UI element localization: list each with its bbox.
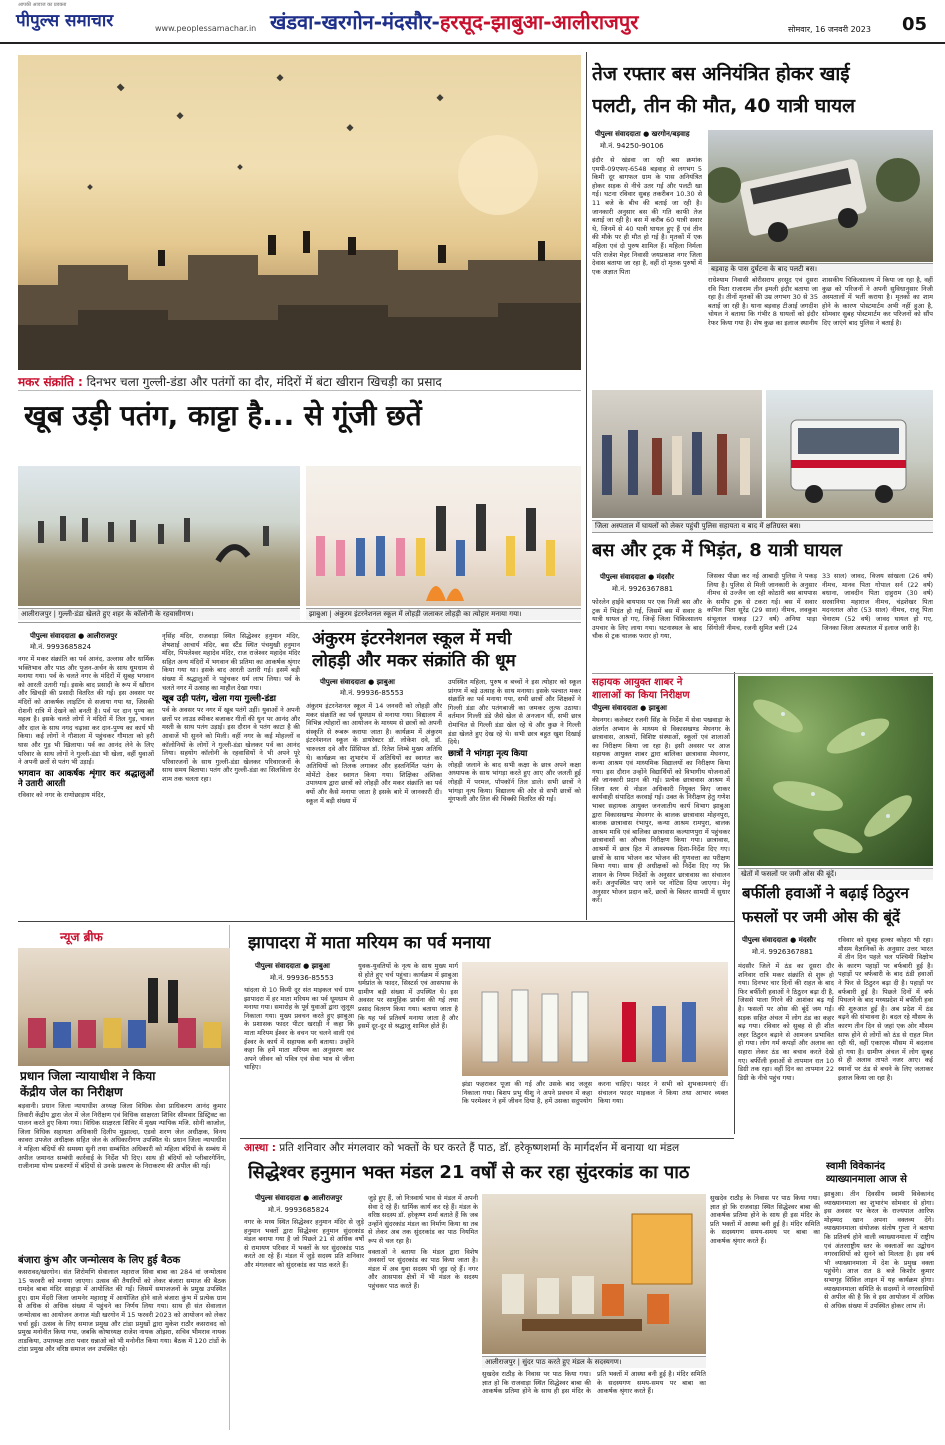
bus-col2-text: राधेश्याम निवासी बोरीसराय हरसूद एवं दूसरा रवि पिता राजाराम तीन इमली इंदौर बताया जा रहा है। तीनों मृतकों की उम्र लगभग 30 से 35 बताई जा रही है। थाना बड़वाह टीआई जगदीश चोयल ने बताया कि गंभीर 8 घायलों को इंदौर रेफर किया गया है। शेष कुछ का इलाज स्थानीय <box>708 276 818 327</box>
cold-col2-text: रविवार को सुबह हल्का कोहरा भी रहा। मौसम वैज्ञानिकों के अनुसार उत्तर भारत में तीन दिन पहले चल पश्चिमी विक्षोभ के कारण पहाड़ों पर बर्फबारी हुई है। पहाड़ों पर बर्फबारी के बाद ठंडी हवाओं ने फिर से ठिठुरन बढ़ा दी है। पहाड़ों पर बर्फबारी हुई है। पिछले दिनों में बर्फ पिघलने के बाद मध्यप्रदेश में बर्फीली हवा की शुरुआत हुई है। अब प्रदेश में ठंड बढ़ने की संभावना है। बदल रहे मौसम के कारण तीन दिन से जहां एक ओर मौसम साफ होने से लोगों को ठंड से राहत मिल रही थी, वहीं एकाएक मौसम में बदलाव हो गया है। ग्रामीण अंचल में लोग सुबह से ही अलाव तापते नजर आए। कई स्थानों पर ठंड से बचने के लिए जलाकर इलाज किया जा रहा है। <box>838 936 933 1082</box>
truck-col2-text: जिसका पीछा कर नई आबादी पुलिस ने पकड़ लिया है। पुलिस से मिली जानकारी के अनुसार नीमच से उज्जैन जा रही कोठारी बस बायपास के समीप ट्रक से टकरा गई। बस में सवार कपिल पिता सुरेंद्र (29 साल) नीमच, लवकुश संभूलाल धाकड़ (27 वर्ष) अनिया पाड़ा सिंगोली नीमच, रजनी सुमित बत्ती (24 <box>707 572 817 632</box>
frost-crops-caption: खेतों में फसलों पर जमी ओस की बूंदें। <box>738 868 933 880</box>
divider-horizontal-lower <box>240 1138 734 1139</box>
masthead <box>0 0 945 44</box>
lecture-headline-1: स्वामी विवेकानंद <box>826 1161 885 1172</box>
children-group <box>306 466 581 606</box>
hanuman-byline: पीपुल्स संवाददाता ● आलीराजपुर <box>255 1194 343 1202</box>
kite-col2-text: नृसिंह मंदिर, राजवाड़ा स्थित सिद्धेश्वर हनुमान मंदिर, शेषशाई आचार्य मंदिर, बस स्टैंड स्थित पंचमुखी हनुमान मंदिर, पिपलेश्वर महादेव मंदिर, राज राजेश्वर महादेव मंदिर सहित अन्य मंदिरों में भगवान की प्रतिमा का आकर्षक श्रृंगार किया गया था। इसके बाद आरती उतारी गई। इसमें बड़ी संख्या में श्रद्धालुओं ने पहुंचकर धर्म लाभ लिया। पर्व के चलते नगर में उत्साह का माहौल देखा गया। <box>162 632 300 692</box>
hanuman-mobile: मो.नं. 9993685824 <box>268 1206 330 1214</box>
truck-column-1 <box>592 598 702 670</box>
bus-column-3 <box>822 276 933 384</box>
hanuman-kicker <box>244 1140 934 1156</box>
rooftop-silhouette <box>18 55 581 370</box>
overturned-bus-caption: बड़वाह के पास दुर्घटना के बाद पलटी बस। <box>708 263 933 275</box>
damaged-bus-photo <box>766 390 933 518</box>
brief-subheadline: बंजारा कुंभ और जन्मोत्सव के लिए हुई बैठक <box>18 1255 181 1266</box>
cold-headline-1: बर्फीली हवाओं ने बढ़ाई ठिठुरन <box>742 884 909 902</box>
brief-headline-2: केंद्रीय जेल का निरीक्षण <box>20 1085 123 1099</box>
lecture-headline-2: व्याख्यानमाला आज से <box>826 1174 907 1185</box>
mary-mobile: मो.नं. 99936-85553 <box>270 974 334 982</box>
lecture-column <box>824 1190 934 1428</box>
ankuram-headline-1: अंकुरम इंटरनेशनल स्कूल में मची <box>312 629 512 649</box>
church-procession-photo <box>462 962 728 1076</box>
brand-tagline: आपकी आवाज का प्रवक्ता <box>18 2 67 8</box>
seated-women <box>18 948 230 1066</box>
mary-column-3 <box>462 1080 728 1136</box>
mary-byline: पीपुल्स संवाददाता ● झाबुआ <box>255 962 330 970</box>
regions-banner <box>270 8 638 35</box>
ankuram-col2-subhead: छात्रों ने भांगड़ा नृत्य किया <box>448 748 528 759</box>
divider-horizontal-mid <box>18 921 734 922</box>
ankuram-col2-tail: लोहड़ी जलाने के बाद सभी कक्षा के छात्र अपने कक्षा अध्यापक के साथ भांगड़ा करते हुए आए और जलती हुई लोहड़ी में परमल, पॉपकॉर्न तिल डाले। सभी छात्रों ने भांगड़ा नृत्य किया। विद्यालय की ओर से सभी छात्रों को मूंगफली और तिल की चिक्की वितरित की गई। <box>448 760 581 804</box>
kite-byline: पीपुल्स संवाददाता ● आलीराजपुर <box>30 632 118 640</box>
kite-column-1 <box>18 655 154 917</box>
kite-headline: खूब उड़ी पतंग, काट्टा है... से गूंजी छतें <box>24 399 422 432</box>
cold-col1-text: मंदसौर जिले में ठंड का दूसरा दौर शनिवार रात्रि मकर संक्रांति से शुरू हो गया। दिनभर चार दिनों की राहत के बाद फिर बर्फीली हवाओं ने ठिठुरन बढ़ा दी है, जिससे पाला गिरने की आशंका बढ़ गई है। फसलों पर ओस की बूंदें जम गईं। सड़क सहित अंचल में लोग ठंड का कहर बढ़ गया। रविवार को सुबह से ही शीत लहर ठिठुरन बढ़ाने से आमजन प्रभावित हो गया। लोग गर्म कपड़ों और अलाव का सहारा लेकर ठंड का बचाव करते देखे गए। बर्फीली हवाओं से तापमान रात 10 डिग्री तक रहा। वहीं दिन का तापमान 22 डिग्री के नीचे पहुंच गया। <box>738 962 834 1082</box>
ankuram-mobile: मो.नं. 99936-85553 <box>340 689 404 697</box>
divider-truck <box>592 532 933 533</box>
divider-kite-photos <box>18 622 581 623</box>
hanuman-col3-text: वक्ताओं ने बताया कि मंडल द्वारा विशेष अवसरों पर सुंदरकांड का पाठ किया जाता है। मंडल में अब युवा सदस्य भी जुड़ रहे हैं। नगर और आसपास क्षेत्रों में भी मंडल के सदस्य पहुंचकर पाठ करते हैं। <box>368 1247 478 1290</box>
gulli-danda-photo <box>18 466 300 606</box>
hanuman-col4-text: सुखदेव राठौड़ के निवास पर पाठ किया गया। ज्ञात हो कि राजवाड़ा स्थित सिद्धेश्वर बाबा की आकर्षक प्रतिमा होने के साथ ही इस मंदिर के प्रति भक्तों में आस्था बनी हुई है। मंदिर समिति के सदस्यगण समय-समय पर बाबा का आकर्षक श्रृंगार करते हैं। <box>482 1370 706 1396</box>
gulli-danda-caption: आलीराजपुर | गुल्ली-डंडा खेलते हुए शहर के कॉलोनी के रहवासीगण। <box>18 608 300 620</box>
hanuman-col4b-text: सुखदेव राठौड़ के निवास पर पाठ किया गया। ज्ञात हो कि राजवाड़ा स्थित सिद्धेश्वर बाबा की आकर्षक प्रतिमा होने के साथ ही इस मंदिर के प्रति भक्तों में आस्था बनी हुई है। मंदिर समिति के सदस्यगण समय-समय पर बाबा का आकर्षक श्रृंगार करते हैं। <box>710 1194 820 1245</box>
bus-byline: पीपुल्स संवाददाता ● खरगोन/बड़वाह <box>595 130 690 138</box>
ankuram-col2-text: उपस्थित महिला, पुरुष व बच्चों ने इस त्योहार को स्कूल प्रांगण में बड़े उत्साह के साथ मनाया। इसके पश्चात मकर संक्रांति का पर्व मनाया गया, सभी छात्रों और शिक्षकों ने गिल्ली डंडा और पतंगबाजी का जमकर लुत्फ उठाया। वर्तमान गिल्ली डंडे जैसे खेल से अनजान थी, सभी छात्र रोमांचित से गिल्ली डंडा खेल रहे थे और कुछ ने गिल्ली डंडा खेलते हुए देख रहे थे। सभी छात्र बहुत खुश दिखाई दिये। <box>448 678 581 747</box>
hospital-crowd-photo <box>592 390 762 518</box>
hostel-text: मेघनगर। कलेक्टर रजनी सिंह के निर्देश में सेवा पखवाड़ा के अंतर्गत अभ्यान के माध्यम से विकासखण्ड मेघनगर के छात्रावास, आश्रमों, विशिष्ट संस्थाओं, स्कूलों एवं शालाओं का निरीक्षण किया जा रहा है। इसी अवसर पर आज सहायक आयुक्त शाबर द्वारा बालिका छात्रावास मेघनगर, कन्या आश्रम एवं माध्यमिक विद्यालयों का निरीक्षण किया गया। इस दौरान उन्होंने विद्यार्थियों को विभागीय योजनाओं की जानकारी प्रदान की गई। प्रत्येक छात्रावास आश्रम में जिला स्तर से नोडल अधिकारी नियुक्त किए जाकर कार्यवाही संपादित करवाई गई। उक्त के निरीक्षण हेतु गणेश भाबर सहायक आयुक्त जनजातीय कार्य विभाग झाबुआ द्वारा विकासखण्ड मेघनगर के बालक छात्रावास मोहनपुरा, बालक छात्रावास रंभापुर, कन्या आश्रम रामपुरा, बालक आश्रम मावि एवं बालिका छात्रावास कल्याणपुरा में पहुंचकर छात्रावासों का औचक निरीक्षण किया गया। छात्रावास, आश्रमों में छात्र हित में आवश्यक दिशा-निर्देश दिए गए। छात्रों के साथ भोजन कर भोजन की गुणवत्ता का परीक्षण किया गया। साथ ही अधीक्षकों को निर्देश दिए गए कि शासन के नियम निर्देशों के अनुसार छात्रावास का संचालन करें। अनुपस्थित पाए जाने पर नोटिस दिया जाएगा। मेनू अनुसार भोजन प्रदान करें, छात्रों के बिस्तर सामग्री में सुधार करें। <box>592 716 730 905</box>
school-lohri-photo <box>306 466 581 606</box>
cold-byline: पीपुल्स संवाददाता ● मंदसौर <box>742 936 816 944</box>
mary-col1-text: थांदला से 10 किमी दूर संत माइकल चर्च ग्राम झापादरा में हर माता मरियम का पर्व धूमधाम से मनाया गया। समारोह के पूर्व युवाओं द्वारा जुलूस निकाला गया। मुख्य प्रवचन करते हुए झाबुआ के प्रशासक फादर पीटर खराड़ी ने कहा कि माता मरियम ईश्वर के वचन पर चलने वाली एवं ईश्वर के कार्य में सहायक बनी बताया। उन्होंने कहा कि हमें माता मरियम का अनुसरण कर अपने जीवन को पवित्र एवं सेवा भाव से जीना चाहिए। <box>244 986 354 1072</box>
hanuman-kicker-label: आस्था : <box>244 1142 276 1154</box>
hanuman-column-1 <box>244 1218 364 1428</box>
mary-col2-text: युवक-युवतियों के नृत्य के साथ मुख्य मार्ग से होते हुए चर्च पहुंचा। कार्यक्रम में झाबुआ धर्मप्रांत के फादर, सिस्टर्स एवं आसपास के ग्रामीण बड़ी संख्या में उपस्थित थे। इस अवसर पर सामूहिक प्रार्थना की गई तथा प्रसाद वितरण किया गया। बताया जाता है कि यह पर्व प्रतिवर्ष मनाया जाता है और इसमें दूर-दूर से श्रद्धालु शामिल होते हैं। <box>358 962 458 1031</box>
mary-headline: झापादरा में माता मरियम का पर्व मनाया <box>248 933 491 953</box>
bus-column-2 <box>708 276 818 384</box>
ankuram-column-1 <box>306 702 442 917</box>
hostel-headline-1: सहायक आयुक्त शाबर ने <box>592 677 683 688</box>
bus-front <box>766 390 933 518</box>
people-group <box>592 390 762 518</box>
court-jail-photo <box>18 948 230 1066</box>
kite-col1-tail: रविवार को नगर के राणोछाड़ाय मंदिर, <box>18 790 106 799</box>
site-url: www.peoplessamachar.in <box>155 24 257 33</box>
mary-column-1 <box>244 986 354 1136</box>
bus-wreck <box>708 130 933 262</box>
mary-column-2 <box>358 962 458 1136</box>
regions-text: खंडवा-खरगोन-मंदसौर- <box>270 10 440 34</box>
hanuman-column-2 <box>368 1194 478 1428</box>
brief-text-body: बड़वानी। प्रधान जिला न्यायाधीश अध्यक्ष जिला विधिक सेवा प्राधिकरण आनंद कुमार तिवारी केंद्रीय द्वारा जेल में जेल निरीक्षण एवं विधिक साक्षरता शिविर सीमवार डिस्ट्रिक्ट का पालन करते हुए किया गया। विधिक साक्षरता शिविर में मुख्य न्यायिक मजि. सोनी काजोल, जिला विधिक सहायता अधिकारी दिलीप मुझाल्दा, एडवो शरण जेल अधीक्षक, विनय कावरा उपजेल अधीक्षक सहित जेल के अधिकारीगण उपस्थित थे। प्रधान जिला न्यायाधीश ने महिला बंदियों की समस्या सुनी तथा सम्बंधित अधिकारी को महिला बंदियों के सम्बंध में अपील जमानत सम्बंधी कार्रवाई के निर्देश भी दिए। साथ ही बंदियों को प्लीबारगेनिंग, राजीनामा योग्य प्रकरणों में बंदियों से उनके प्रकरण के निराकरण की अपील की गई। <box>18 1102 226 1171</box>
hanuman-kicker-text: प्रति शनिवार और मंगलवार को भक्तों के घर करते हैं पाठ, डॉ. हरेकृष्णशर्मा के मार्गदर्शन में बनाया था मंडल <box>279 1142 680 1154</box>
issue-date: सोमवार, 16 जनवरी 2023 <box>788 25 871 34</box>
news-brief-label: न्यूज ब्रीफ <box>60 930 103 944</box>
field-players <box>18 466 300 606</box>
truck-col3-text: 33 साल) जावद, विजय सांखला (26 वर्ष) नीमच, मानव पिता गोपाल सर्न (22 वर्ष) बधाना, जावदीन पिता दाहुराम (30 वर्ष) सरवानिया महाराज नीमच, चंद्रशेखर पिता मदनलाल ओरा (53 साल) नीमच, राजू पिता चेनाराम (52 वर्ष) जावद घायल हो गए, जिनका जिला अस्पताल में इलाज जारी है। <box>822 572 933 632</box>
hanuman-column-5 <box>710 1194 820 1428</box>
hanuman-headline: सिद्धेश्वर हनुमान भक्त मंडल 21 वर्षों से कर रहा सुंदरकांड का पाठ <box>248 1162 690 1183</box>
ankuram-byline: पीपुल्स संवाददाता ● झाबुआ <box>320 678 395 686</box>
brief-subtext <box>18 1268 226 1428</box>
divider-hostel <box>592 673 933 674</box>
page-number: 05 <box>902 14 928 35</box>
kite-mobile: मो.नं. 9993685824 <box>30 643 92 651</box>
frost-crops-photo <box>738 676 933 866</box>
hanuman-column-4 <box>482 1370 706 1428</box>
bus-headline-1: तेज रफ्तार बस अनियंत्रित होकर खाई <box>592 63 850 85</box>
kite-col2-subhead: खूब उड़ी पतंग, खेला गया गुल्ली-डंडा <box>162 694 276 705</box>
divider-vertical-right <box>734 672 735 1134</box>
ankuram-headline-2: लोहड़ी और मकर संक्रांति की धूम <box>312 651 516 671</box>
lecture-text: झाबुआ। तीन दिवसीय स्वामी विवेकानंद व्याख्यानमाला का शुभारंभ सोमवार से होगा। इस अवसर पर केरल के राज्यपाल आरिफ मोहम्मद खान अपना वक्तव्य देंगे। व्याख्यानमाला संयोजक संतोष गुप्ता ने बताया कि प्रतिवर्ष होने वाली व्याख्यानमाला में राष्ट्रीय एवं अंतरराष्ट्रीय स्तर के वक्ताओं का उद्बोधन नगरवासियों को सुनने को मिलता है। इस वर्ष भी व्याख्यानमाला में देश के प्रमुख वक्ता पहुंचेंगे। आज रात 8 बजे किशोर कुमार सभागृह सिविल लाइन में यह कार्यक्रम होगा। व्याख्यानमाला समिति के सदस्यों ने नगरवासियों से अपील की है कि वे इस आयोजन में अधिक से अधिक संख्या में उपस्थित होकर लाभ लें। <box>824 1190 934 1310</box>
sundarkand-photo <box>482 1194 706 1354</box>
bus-col3-text: शासकीय चिकित्सालय में किया जा रहा है, वहीं कुछ को परिजनों ने अपनी सुविधानुसार निजी अस्पतालों में भर्ती कराया है। मृतकों का शाम होने के कारण पोस्टमार्टम अभी नहीं हुआ है, सोमवार सुबह पोस्टमार्टम कर परिजनों को सौंप दिए जाएंगे बाद पुलिस ने बताई है। <box>822 276 933 327</box>
bus-col1-text: इंदौर से खंडवा जा रही बस क्रमांक एमपी-09एफए-6548 बड़वाह से लगभग 5 किमी दूर बागफल ग्राम के पास अनियंत्रित होकर सड़क से नीचे उतर गई और पलटी खा गई। घटना रविवार सुबह तकरीबन 10.30 से 11 बजे के बीच की बताई जा रही है। जानकारी अनुसार बस की गति काफी तेज बताई जा रही है। बस में करीब 60 यात्री सवार थे, जिनमें से 40 यात्री घायल हुए हैं एवं तीन की मौके पर ही मौत हो गई है। मृतकों में एक महिला एवं दो पुरुष शामिल हैं। महिला निर्मला पति राजेश मेहर निवासी जयप्रकाश नगर जिला देवास बताया जा रहा है, वहीं दो मृतक पुरुषों में एक अज्ञात पिता <box>592 156 702 276</box>
kite-kicker-label: मकर संक्रांति : <box>18 375 83 389</box>
bus-column-1 <box>592 156 702 384</box>
school-lohri-caption: झाबुआ | अंकुरम इंटरनेशनल स्कूल में लोहड़ी जलाकर लोहड़ी का त्योहार मनाया गया। <box>306 608 581 620</box>
bus-mobile: मो.नं. 94250-90106 <box>600 142 664 150</box>
truck-col1-text: फोरलेन हाईवे बायपास पर एक निजी बस और ट्रक में भिड़ंत हो गई, जिसमें बस में सवार 8 यात्री घायल हो गए, जिन्हें जिला चिकित्सालय उपचार के लिए लाया गया। घटनास्थल के बाद चौक से ट्रक चालक फरार हो गया, <box>592 598 702 641</box>
ankuram-column-2 <box>448 678 581 917</box>
clergy-group <box>462 962 728 1076</box>
brief-text <box>18 1102 226 1252</box>
sundarkand-caption: आलीराजपुर | सुंदर पाठ करते हुए मंडल के सदस्यगण। <box>482 1356 706 1368</box>
kite-col1-subhead: भगवान का आकर्षक शृंगार कर श्रद्धालुओं ने उतारी आरती <box>18 768 154 789</box>
bus-photos-caption: जिला अस्पताल में घायलों को लेकर पहुंची पुलिस सहायता व बाद में क्षतिग्रस्त बस। <box>592 520 933 532</box>
truck-column-3 <box>822 572 933 672</box>
ankuram-col1-text: अंकुरम इंटरनेशनल स्कूल में 14 जनवरी को लोहड़ी और मकर संक्रांति का पर्व धूमधाम से मनाया गया। विद्यालय में विभिन्न त्योहारों का आयोजन के माध्यम से छात्रों को अपनी संस्कृति से रूबरू कराया जाता है। कार्यक्रम में अंकुरम इंटरनेशनल स्कूल के डायरेक्टर डॉ. लोकेश दवे, डॉ. चारुलता दवे और प्रिंसिपल डॉ. रितेश लिम्बे मुख्य अतिथि थे। कार्यक्रम का शुभारंभ में अतिथियों का स्वागत कर अतिथियों को तिलक लगाकर और हस्तनिर्मित पतंग के मोमेंटो देकर स्वागत किया गया। शिक्षिका अंशिका उपाध्याय द्वारा छात्रों को लोहड़ी और मकर संक्रांति का पर्व क्यों और कैसे मनाया जाता है इसके बारे में जानकारी दी। स्कूल में बड़ी संख्या में <box>306 702 442 805</box>
mary-col3-text: झंडा फहराकर पूजा की गई और उसके बाद जलूस निकाला गया। बिशप प्रभु यीशु ने अपने प्रवचन में कहा कि परमेश्वर ने हमें जीवन दिया है, हमें उसका सदुपयोग करना चाहिए। फादर ने सभी को शुभकामनाएं दीं। संचालन फादर माइकल ने किया तथा आभार व्यक्त किया गया। <box>462 1080 728 1106</box>
leaves <box>738 676 933 866</box>
truck-mobile: मो.नं. 9926367881 <box>612 585 674 593</box>
brief-headline-1: प्रधान जिला न्यायाधीश ने किया <box>20 1069 156 1083</box>
cold-column-1 <box>738 962 834 1126</box>
truck-headline: बस और ट्रक में भिड़ंत, 8 यात्री घायल <box>592 540 842 561</box>
kite-kicker <box>18 373 581 391</box>
cold-column-2 <box>838 936 933 1126</box>
kite-col1-text: नगर में मकर संक्रांति का पर्व आनंद, उल्लास और धार्मिक भक्तिभाव और पाठ और पूजन-अर्चन के साथ धूमधाम से मनाया गया। पर्व के चलते नगर के मंदिरों में सुबह भगवान को आरती उतारी गई। इसके बाद प्रसादी के रूप में खीरान और खिचड़ी की प्रसादी वितरित की गई। इस अवसर पर मंदिरों को आकर्षक लाइटिंग से सजाया गया था, जिसकी रोशनी रात्रि में देखने को बनती है। पर्व पर दान पुण्य का महत्व है। इसके चलते लोगों ने मंदिरों में तिल गुड़, चावल और दाल के साथ नगद चढ़ावा कर दान-पुण्य का कार्य भी किया। कई लोगों ने गौशाला में पहुंचकर गौमाता को हरी घास और गुड़ भी खिलाया। पर्व का आनंद लेने के लिए परिवार के साथ लोगों ने गुल्ली-डंडा भी खेला, वहीं युवाओं ने अपनी छतों से पतंग भी उड़ाई। <box>18 655 154 767</box>
cold-headline-2: फसलों पर जमी ओस की बूंदें <box>742 908 900 926</box>
brief-subtext-body: कसरावद/खरगोन। संत शिरोमणि सेवालाल महाराज सिवा बाबा का 284 वां जन्मोत्सव 15 फरवरी को मनाया जाएगा। उत्सव की तैयारियों को लेकर बंजारा समाज की बैठक रामदेव बाबा मंदिर साहाड़ा में आयोजित की गई। जिसमें समाजजनों के प्रमुख उपस्थित हुए। ग्राम मेंदरी जिला जामनेर महाराष्ट्र में आयोजित होने वाले बंजारा कुंभ में प्रत्येक ग्राम से अधिक से अधिक संख्या में पहुंचने का निर्णय लिया गया। साथ ही संत सेवालाल जन्मोत्सव का आयोजन अनाज मंडी खरगोन में 15 फरवरी 2023 को आयोजन को लेकर चर्चा हुई। उत्सव के लिए समाज प्रमुख और टांडा प्रमुखों द्वारा मुकेश राठौर कसरावद को प्रमुख मनोनीत किया गया, जबकि कोषाध्यक्ष राजेश नायक ओझरा, सचिव भीमराव नायक ताडकिया, उपाध्यक्ष तारा पवार धन्नाओ को भी मनोनीत किया गया। बैठक में 120 टांडों के टांडा प्रमुख और वरिष्ठ समाज जन उपस्थित रहे। <box>18 1268 226 1354</box>
devotees-seated <box>482 1194 706 1354</box>
brand-logo: पीपुल्स समाचार <box>16 11 114 31</box>
kite-column-2 <box>162 632 300 917</box>
hanuman-col2-text: जुड़े हुए हैं, जो निःस्वार्थ भाव से मंडल में अपनी सेवा दे रहे हैं। धार्मिक कार्य कर रहे हैं। मंडल के वरिष्ठ सदस्य डॉ. हरेकृष्ण शर्मा बताते हैं कि जब उन्होंने सुंदरकांड मंडल का निर्माण किया था तब से लेकर अब तक सुंदरकांड का पाठ नियमित रूप से चल रहा है। <box>368 1194 478 1245</box>
hostel-byline: पीपुल्स संवाददाता ● झाबुआ <box>592 704 667 712</box>
kite-kicker-text: दिनभर चला गुल्ली-डंडा और पतंगों का दौर, मंदिरों में बंटा खीरान खिचड़ी का प्रसाद <box>86 375 442 389</box>
bus-headline-2: पलटी, तीन की मौत, 40 यात्री घायल <box>592 95 856 117</box>
hostel-headline-2: शालाओं का किया निरीक्षण <box>592 690 690 701</box>
overturned-bus-photo <box>708 130 933 262</box>
kite-col2-tail: पर्व के अवसर पर नगर में खूब पतंगें उड़ीं। युवाओं ने अपनी छतों पर लाउड स्पीकर बजाकर गीतों की धुन पर आनंद और मस्ती के साथ पतंग उड़ाई। इस दौरान वे पतंग काटा है की आवाजें भी सुनने को मिली। वहीं नगर के कई मोहल्लों व कॉलोनियों के लोगों ने गुल्ली-डंडा खेलकर पर्व का आनंद लिया। सहयोग कॉलोनी के रहवासियों ने भी अपने पूरे परिवारजनों के साथ गुल्ली-डंडा खेलकर परिवारजनों के साथ समय बिताया। पतंग और गुल्ली-डंडा का सिलसिला देर शाम तक चलता रहा। <box>162 706 300 783</box>
hanuman-col1-text: नगर के मध्य स्थित सिद्धेश्वर हनुमान मंदिर से जुड़े हनुमान भक्तों द्वारा सिद्धेश्वर हनुमान सुंदरकांड मंडल बनाया गया है जो पिछले 21 से अधिक वर्षों से रामायण परिवार में भक्तों के घर सुंदरकांड पाठ करते आ रहे हैं। मंडल में जुड़े सदस्य प्रति शनिवार और मंगलवार को सुंदरकांड का पाठ करते हैं। <box>244 1218 364 1269</box>
kite-rooftop-photo <box>18 55 581 370</box>
cold-mobile: मो.नं. 9926367881 <box>752 948 814 956</box>
truck-byline: पीपुल्स संवाददाता ● मंदसौर <box>600 573 674 581</box>
regions-highlight: हरसूद-झाबुआ-आलीराजपुर <box>439 10 639 34</box>
truck-column-2 <box>707 572 817 672</box>
divider-vertical-main <box>586 52 587 920</box>
